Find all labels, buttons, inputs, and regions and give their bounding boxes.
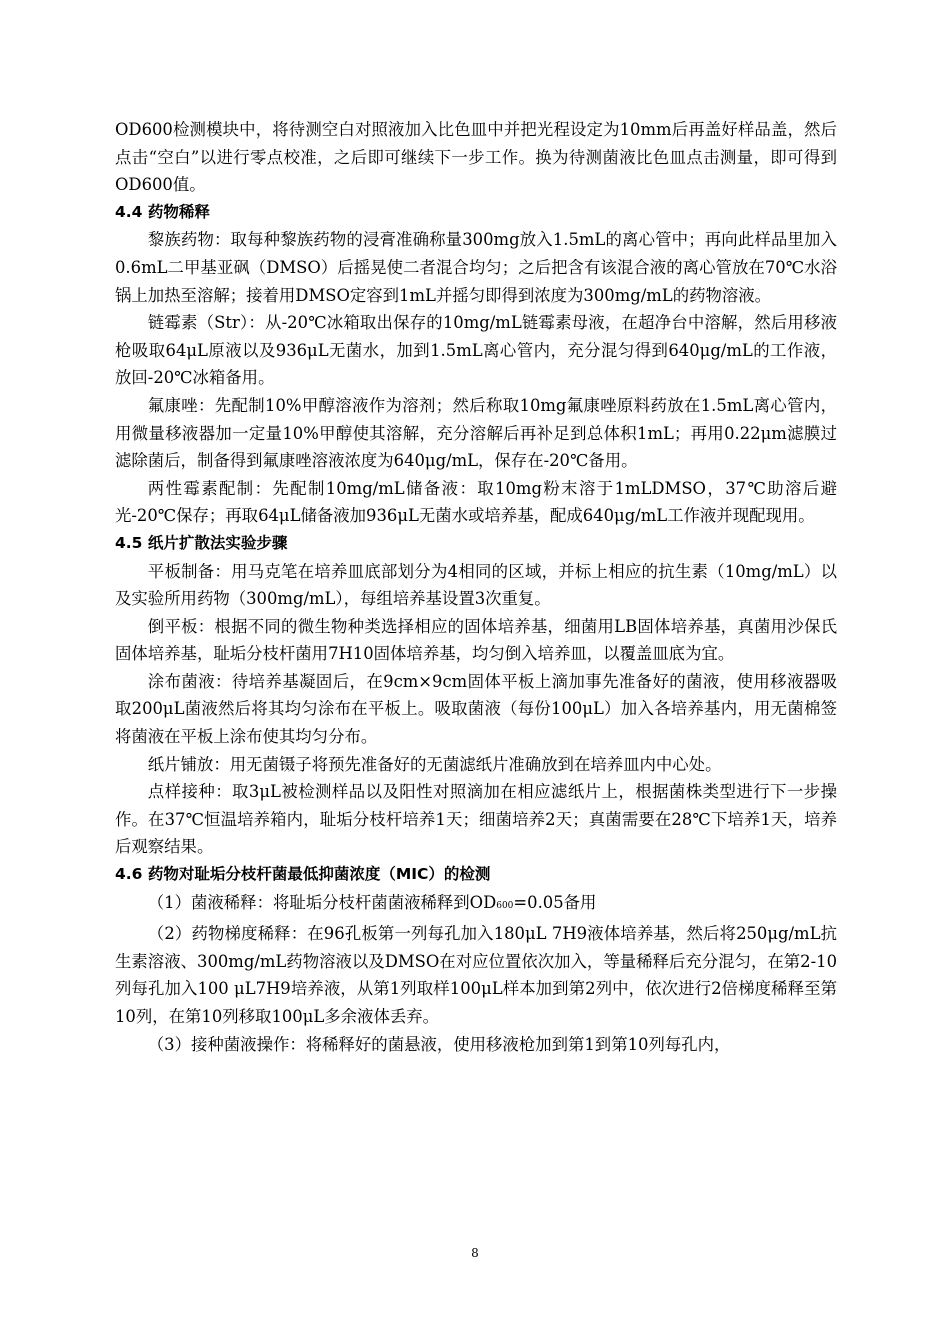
section-heading-4-6: 4.6 药物对耻垢分枝杆菌最低抑菌浓度（MIC）的检测 <box>115 865 491 884</box>
paragraph-amphotericin: 两性霉素配制：先配制10mg/mL储备液：取10mg粉末溶于1mLDMSO，37℃助溶后避光-20℃保存；再取64μL储备液加936μL无菌水或培养基，配成640μg/mL工作液并现配现用。 <box>115 478 837 526</box>
paragraph-streptomycin: 链霉素（Str）：从-20℃冰箱取出保存的10mg/mL链霉素母液，在超净台中溶解，然后用移液枪吸取64μL原液以及936μL无菌水，加到1.5mL离心管内，充分混匀得到640μg/mL的工作液，放回-20℃冰箱备用。 <box>115 313 837 388</box>
section-heading-4-4: 4.4 药物稀释 <box>115 202 210 221</box>
paragraph-spot-inoculation: 点样接种：取3μL被检测样品以及阳性对照滴加在相应滤纸片上，根据菌株类型进行下一步操作。在37℃恒温培养箱内，耻垢分枝杆培养1天；细菌培养2天；真菌需要在28℃下培养1天，培养后观察结果。 <box>115 782 837 857</box>
paragraph-culture-dilution <box>115 889 837 921</box>
paragraph-od600-measurement: OD600检测模块中，将待测空白对照液加入比色皿中并把光程设定为10mm后再盖好样品盖，然后点击“空白”以进行零点校准，之后即可继续下一步工作。换为待测菌液比色皿点击测量，即可得到OD600值。 <box>115 120 837 195</box>
paragraph-culture-dilution-value: =0.05备用 <box>513 892 597 912</box>
paragraph-spreading-culture: 涂布菌液：待培养基凝固后，在9cm×9cm固体平板上滴加事先准备好的菌液，使用移液器吸取200μL菌液然后将其均匀涂布在平板上。吸取菌液（每份100μL）加入各培养基内，用无菌棉签将菌液在平板上涂布使其均匀分布。 <box>115 671 837 747</box>
paragraph-inoculation: （3）接种菌液操作：将稀释好的菌悬液，使用移液枪加到第1到第10列每孔内， <box>147 1034 731 1054</box>
section-heading-4-5: 4.5 纸片扩散法实验步骤 <box>115 533 288 552</box>
paragraph-disc-placement: 纸片铺放：用无菌镊子将预先准备好的无菌滤纸片准确放到在培养皿内中心处。 <box>147 754 722 774</box>
paragraph-plate-preparation: 平板制备：用马克笔在培养皿底部划分为4相同的区域，并标上相应的抗生素（10mg/mL）以及实验所用药物（300mg/mL），每组培养基设置3次重复。 <box>115 561 837 609</box>
page-number: 8 <box>471 1246 479 1260</box>
paragraph-pouring-plates: 倒平板：根据不同的微生物种类选择相应的固体培养基，细菌用LB固体培养基，真菌用沙保氏固体培养基，耻垢分枝杆菌用7H10固体培养基，均匀倒入培养皿，以覆盖皿底为宜。 <box>115 616 837 664</box>
document-body <box>115 116 837 1058</box>
paragraph-fluconazole: 氟康唑：先配制10%甲醇溶液作为溶剂；然后称取10mg氟康唑原料药放在1.5mL离心管内，用微量移液器加一定量10%甲醇使其溶解，充分溶解后再补足到总体积1mL；再用0.22μm滤膜过滤除菌后，制备得到氟康唑溶液浓度为640μg/mL，保存在-20℃备用。 <box>115 395 837 471</box>
paragraph-gradient-dilution: （2）药物梯度稀释：在96孔板第一列每孔加入180μL 7H9液体培养基，然后将250μg/mL抗生素溶液、300mg/mL药物溶液以及DMSO在对应位置依次加入，等量稀释后充分混匀，在第2-10列每孔加入100 μL7H9培养液，从第1列取样100μL样本加到第2列中，依次进行2倍梯度稀释至第10列，在第10列移取100μL多余液体丢弃。 <box>115 924 837 1026</box>
od-subscript: 600 <box>496 900 514 911</box>
paragraph-li-medicine: 黎族药物：取每种黎族药物的浸膏准确称量300mg放入1.5mL的离心管中；再向此样品里加入0.6mL二甲基亚砜（DMSO）后摇晃使二者混合均匀；之后把含有该混合液的离心管放在70℃水浴锅上加热至溶解；接着用DMSO定容到1mL并摇匀即得到浓度为300mg/mL的药物溶液。 <box>115 230 837 305</box>
paragraph-culture-dilution-text: （1）菌液稀释：将耻垢分枝杆菌菌液稀释到OD <box>147 892 497 912</box>
